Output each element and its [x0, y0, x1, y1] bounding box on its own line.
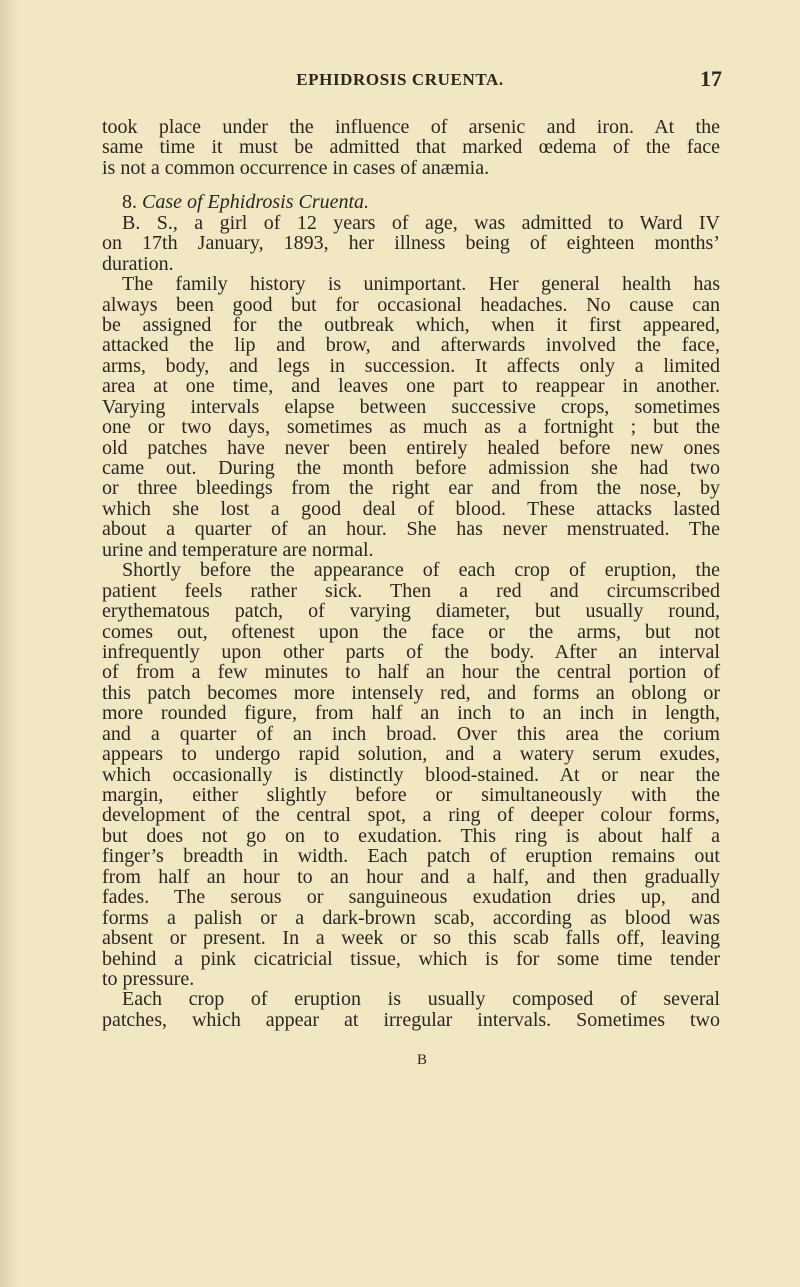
- text-line: Shortly before the appearance of each crop of eruption, the: [122, 559, 720, 582]
- text-line: is not a common occurrence in cases of anæmia.: [102, 156, 490, 179]
- page-edge-shadow: [0, 0, 18, 1287]
- text-line: Each crop of eruption is usually composed of several: [122, 988, 720, 1011]
- text-line: and a quarter of an inch broad. Over this area the corium: [102, 722, 720, 745]
- case-title: Case of Ephidrosis Cruenta.: [142, 191, 370, 214]
- text-line: erythematous patch, of varying diameter, but usually round,: [102, 600, 720, 623]
- text-line: which occasionally is distinctly blood-stained. At or near the: [102, 763, 720, 786]
- text-line: area at one time, and leaves one part to reappear in another.: [102, 375, 720, 398]
- case-paragraphs: [102, 213, 720, 1031]
- text-line: margin, either slightly before or simultaneously with the: [102, 784, 720, 806]
- text-line: urine and temperature are normal.: [102, 538, 374, 561]
- text-line: or three bleedings from the right ear and from the nose, by: [102, 477, 720, 500]
- case-number: 8.: [122, 191, 137, 214]
- text-line: which she lost a good deal of blood. These attacks lasted: [102, 497, 720, 520]
- text-line: patient feels rather sick. Then a red and circumscribed: [102, 579, 720, 602]
- text-line: B. S., a girl of 12 years of age, was admitted to Ward IV: [122, 211, 720, 234]
- text-line: but does not go on to exudation. This ring is about half a: [102, 824, 720, 847]
- text-line: finger’s breadth in width. Each patch of eruption remains out: [102, 845, 720, 868]
- text-line: development of the central spot, a ring of deeper colour forms,: [102, 804, 720, 827]
- text-line: Varying intervals elapse between successive crops, sometimes: [102, 395, 720, 418]
- text-line: came out. During the month before admission she had two: [102, 457, 720, 479]
- paragraph-gap: [102, 178, 720, 192]
- text-line: appears to undergo rapid solution, and a watery serum exudes,: [102, 743, 720, 766]
- text-line: arms, body, and legs in succession. It affects only a limited: [102, 354, 720, 377]
- text-line: about a quarter of an hour. She has never menstruated. The: [102, 518, 720, 541]
- text-line: same time it must be admitted that marked œdema of the face: [102, 136, 720, 159]
- running-head: [0, 66, 800, 96]
- text-line: absent or present. In a week or so this scab falls off, leaving: [102, 927, 720, 950]
- text-line: of from a few minutes to half an hour the central portion of: [102, 661, 720, 684]
- text-line: took place under the influence of arsenic and iron. At the: [102, 116, 720, 138]
- running-head-title: EPHIDROSIS CRUENTA.: [296, 70, 504, 89]
- text-line: forms a palish or a dark-brown scab, according as blood was: [102, 906, 720, 929]
- signature-mark: B: [417, 1052, 428, 1068]
- text-line: comes out, oftenest upon the face or the arms, but not: [102, 620, 720, 643]
- text-line: old patches have never been entirely healed before new ones: [102, 436, 720, 459]
- text-line: The family history is unimportant. Her general health has: [122, 273, 720, 296]
- text-line: always been good but for occasional headaches. No cause can: [102, 293, 720, 316]
- text-line: patches, which appear at irregular intervals. Sometimes two: [102, 1008, 720, 1031]
- text-line: duration.: [102, 252, 174, 275]
- text-line: attacked the lip and brow, and afterwards involved the face,: [102, 334, 720, 357]
- text-line: on 17th January, 1893, her illness being of eighteen months’: [102, 232, 720, 255]
- text-line: to pressure.: [102, 967, 195, 990]
- text-line: more rounded figure, from half an inch to an inch in length,: [102, 702, 720, 725]
- text-line: behind a pink cicatricial tissue, which is for some time tender: [102, 947, 720, 970]
- text-line: one or two days, sometimes as much as a fortnight ; but the: [102, 416, 720, 439]
- text-line: from half an hour to an hour and a half, and then gradually: [102, 865, 720, 888]
- page-number: 17: [700, 66, 722, 91]
- text-line: fades. The serous or sanguineous exudation dries up, and: [102, 886, 720, 909]
- text-line: be assigned for the outbreak which, when it first appeared,: [102, 313, 720, 336]
- text-line: infrequently upon other parts of the body. After an interval: [102, 640, 720, 663]
- case-heading: [102, 192, 720, 212]
- body-text: [102, 117, 720, 1030]
- text-line: this patch becomes more intensely red, and forms an oblong or: [102, 681, 720, 704]
